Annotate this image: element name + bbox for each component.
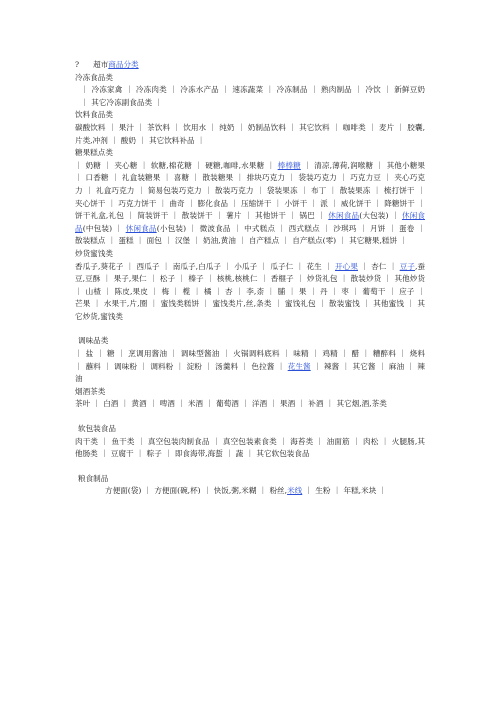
header-mark: ?: [75, 60, 80, 69]
header-prefix: 超市: [93, 60, 109, 69]
category-link[interactable]: 商品分类: [108, 60, 139, 69]
section-title-frozen: 冷冻食品类: [75, 72, 113, 82]
page-header: [75, 59, 425, 72]
peanut-butter-link[interactable]: 花生酱: [287, 361, 311, 371]
spacer: [75, 323, 425, 335]
section-items-tobacco-wine-tea: 茶叶 ｜ 白酒 ｜ 黄酒 ｜ 啤酒 ｜ 米酒 ｜ 葡萄酒 ｜ 洋酒 ｜ 果酒 ｜ 补酒 ｜ 其它烟,酒,茶类: [75, 399, 387, 409]
nuts-text-a: 香瓜子,葵花子 ｜ 西瓜子 ｜ 南瓜子,白瓜子 ｜ 小瓜子 ｜ 瓜子仁 ｜ 花生 ｜: [75, 261, 336, 271]
pistachio-link[interactable]: 开心果: [335, 261, 358, 271]
section-title-soft-pack: 软包装食品: [78, 424, 116, 434]
section-items-candy: [75, 160, 425, 248]
section-items-grain: [75, 485, 425, 498]
nuts-text-b: ｜ 杏仁 ｜: [357, 261, 400, 271]
spacer: [75, 461, 425, 473]
grain-text-b: ｜ 生粉 ｜ 年糕,米块 ｜: [302, 486, 387, 496]
candy-text-d: (中包装) ｜: [82, 223, 126, 233]
candy-text-c: (大包装) ｜: [359, 211, 402, 221]
candy-text-e: (小包装) ｜ 微波食品 ｜ 中式糕点 ｜ 西式糕点 ｜ 沙琪玛 ｜ 月饼 ｜ 蛋卷 ｜ 散装糕点 ｜ 蛋糕 ｜ 面包 ｜ 汉堡 ｜ 奶油,黄油 ｜ 自产糕点 ｜ 自产糕点(零) ｜ 其它糖果,糕饼 ｜: [75, 223, 426, 246]
section-items-drinks: 碳酸饮料 ｜ 果汁 ｜ 茶饮料 ｜ 饮用水 ｜ 纯奶 ｜ 奶制品饮料 ｜ 其它饮料 ｜ 咖啡类 ｜ 麦片 ｜ 胶囊,片类,冲剂 ｜ 酸奶 ｜ 其它饮料补品 ｜: [75, 122, 425, 145]
section-title-candy: 糖果糕点类: [75, 148, 113, 158]
beans-link[interactable]: 豆子: [399, 261, 415, 271]
spacer: [75, 411, 425, 423]
seasoning-text-b: ｜ 辣酱 ｜ 其它酱 ｜ 麻油 ｜ 辣油: [75, 361, 425, 384]
snack-link-small[interactable]: 休闲食品: [125, 223, 157, 233]
document-page: [75, 59, 425, 498]
grain-text-a: 方便面(袋) ｜ 方便面(碗,杯) ｜ 快饭,粥,米糊 ｜ 粉丝,: [105, 486, 288, 496]
lollipop-link[interactable]: 棒棒糖: [277, 160, 301, 170]
section-items-soft-pack: 肉干类 ｜ 鱼干类 ｜ 真空包装肉制食品 ｜ 真空包装素食类 ｜ 海苔类 ｜ 油面筋 ｜ 肉松 ｜ 火腿肠,其他肠类 ｜ 豆腐干 ｜ 粽子 ｜ 即食海带,海蜇 ｜ 蔬 ｜ 其它软包装食品: [75, 436, 425, 459]
candy-text-b: ｜ 清凉,薄荷,润喉糖 ｜ 其他小糖果 ｜ 口香糖 ｜ 礼盒装糖果 ｜ 喜糖 ｜ 散装糖果 ｜ 排块巧克力 ｜ 袋装巧克力 ｜ 巧克力豆 ｜ 夹心巧克力 ｜ 礼盒巧克力 ｜ 简易包装巧克力 ｜ 散装巧克力 ｜ 袋装果冻 ｜ 布丁 ｜ 散装果冻 ｜ 梳打饼干 ｜ 夹心饼干 ｜ 巧克力饼干 ｜ 曲奇 ｜ 膨化食品 ｜ 压缩饼干 ｜ 小饼干 ｜ 派 ｜ 威化饼干 ｜ 降糖饼干 ｜ 饼干礼盒,礼包 ｜ 简装饼干 ｜ 散装饼干 ｜ 薯片 ｜ 其他饼干 ｜ 锅巴 ｜: [75, 160, 426, 221]
section-title-tobacco-wine-tea: 烟酒茶类: [75, 386, 106, 396]
section-items-frozen: ｜ 冷冻家禽 ｜ 冷冻肉类 ｜ 冷冻水产品 ｜ 速冻蔬菜 ｜ 冷冻制品 ｜ 熟肉制品 ｜ 冷饮 ｜ 新鲜豆奶 ｜ 其它冷冻副食品类 ｜: [81, 85, 425, 107]
rice-noodle-link[interactable]: 米线: [287, 486, 303, 496]
section-title-seasoning: 调味品类: [78, 336, 109, 346]
section-items-seasoning: [75, 348, 425, 386]
nuts-text-c: ,蚕豆,豆酥 ｜ 果子,果仁 ｜ 松子 ｜ 榛子 ｜ 核桃,核桃仁 ｜ 香榧子 ｜ 炒货礼包 ｜ 散装炒货 ｜ 其他炒货 ｜ 山楂 ｜ 陈皮,果皮 ｜ 梅 ｜ 榄 ｜ 橘 ｜ 杏 ｜ 李,柰 ｜ 脯 ｜ 果 ｜ 丹 ｜ 枣 ｜ 葡萄干 ｜ 应子 ｜ 芒果 ｜ 水果干,片,圈 ｜ 蜜饯类糕饼 ｜ 蜜饯类片,丝,条类 ｜ 蜜饯礼包 ｜ 散装蜜饯 ｜ 其他蜜饯 ｜ 其它炒货,蜜饯类: [75, 261, 426, 321]
snack-link-large[interactable]: 休闲食品: [328, 211, 360, 221]
section-title-nuts: 炒货蜜饯类: [75, 248, 113, 258]
snack-link-medium[interactable]: 休闲食品: [75, 211, 425, 233]
section-items-nuts: [75, 261, 425, 324]
section-title-grain: 粮食制品: [78, 473, 109, 483]
candy-text-a: ｜ 奶糖 ｜ 夹心糖 ｜ 软糖,棉花糖 ｜ 硬糖,咖啡,水果糖 ｜: [75, 160, 278, 170]
section-title-drinks: 饮料食品类: [75, 110, 113, 120]
seasoning-text-a: ｜ 盐 ｜ 糖 ｜ 烹调用酱油 ｜ 调味型酱油 ｜ 火锅调料底料 ｜ 味精 ｜ 鸡精 ｜ 醋 ｜ 糟醉料 ｜ 烧料 ｜ 蘸料 ｜ 调味粉 ｜ 调料粉 ｜ 淀粉 ｜ 汤羹料 ｜ 色拉酱 ｜: [75, 349, 425, 371]
